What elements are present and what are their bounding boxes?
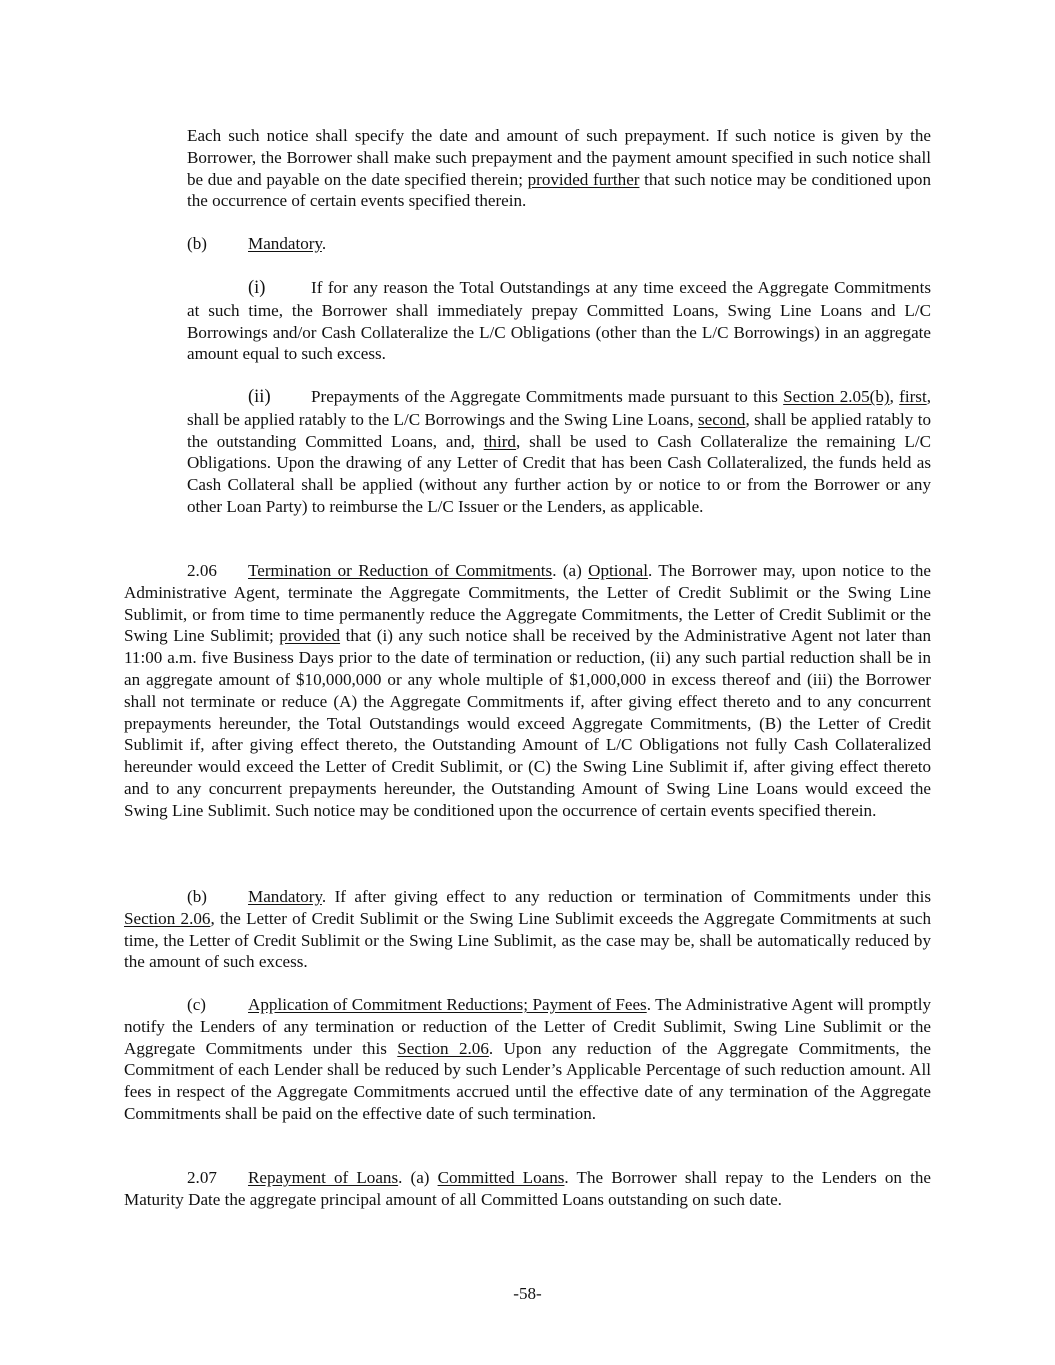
heading-committed-loans: Committed Loans <box>437 1168 565 1187</box>
paragraph-b-ii: (ii) Prepayments of the Aggregate Commitments made pursuant to this Section 2.05(b), first, shall be applied ratably to the L/C Borrowings and the Swing Line Loans, second, shall be applied ratably to the outstanding Committed Loans, and, third, shall be used to Cash Collateralize the remaining L/C Obligations. Upon the drawing of any Letter of Credit that has been Cash Collateralized, the funds held as Cash Collateral shall be applied (without any further action by or notice to or from the Borrower or any other Loan Party) to reimburse the L/C Issuer or the Lenders, as applicable. <box>187 387 931 516</box>
section-2-07: 2.07 Repayment of Loans. (a) Committed Loans. The Borrower shall repay to the Lenders on the Maturity Date the aggregate principal amount of all Committed Loans outstanding on such date. <box>124 1168 931 1209</box>
section-2-06: 2.06 Termination or Reduction of Commitments. (a) Optional. The Borrower may, upon notice to the Administrative Agent, terminate the Aggregate Commitments, the Letter of Credit Sublimit or the Swing Line Sublimit, or from time to time permanently reduce the Aggregate Commitments, the Letter of Credit Sublimit or the Swing Line Sublimit; provided that (i) any such notice shall be received by the Administrative Agent not later than 11:00 a.m. five Business Days prior to the date of termination or reduction, (ii) any such partial reduction shall be in an aggregate amount of $10,000,000 or any whole multiple of $1,000,000 in excess thereof and (iii) the Borrower shall not terminate or reduce (A) the Aggregate Commitments if, after giving effect thereto and to any concurrent prepayments hereunder, the Total Outstandings would exceed Aggregate Commitments, (B) the Letter of Credit Sublimit if, after giving effect thereto, the Outstanding Amount of L/C Obligations not fully Cash Collateralized hereunder would exceed the Letter of Credit Sublimit, or (C) the Swing Line Sublimit if, after giving effect thereto and to any concurrent prepayments hereunder, the Outstanding Amount of Swing Line Loans would exceed the Swing Line Sublimit. Such notice may be conditioned upon the occurrence of certain events specified therein. <box>124 561 932 820</box>
section-title-2-07: Repayment of Loans <box>248 1168 399 1187</box>
term-provided: provided <box>279 626 341 646</box>
page-number: -58- <box>513 1284 542 1303</box>
term-first: first <box>899 387 927 406</box>
heading-b-mandatory: (b) Mandatory. <box>187 234 327 253</box>
term-second: second <box>697 409 746 429</box>
section-number-2-07: 2.07 <box>187 1168 217 1187</box>
heading-application-of-commitment-reductions: Application of Commitment Reductions; Payment of Fees <box>248 995 647 1014</box>
heading-optional: Optional <box>588 561 648 580</box>
paragraph-2-06-b: (b) Mandatory. If after giving effect to any reduction or termination of Commitments under this Section 2.06, the Letter of Credit Sublimit or the Swing Line Sublimit exceeds the Aggregate Commitments at such time, the Letter of Credit Sublimit or the Swing Line Sublimit, as the case may be, shall be automatically reduced by the amount of such excess. <box>124 887 931 972</box>
heading-mandatory: Mandatory <box>248 234 322 253</box>
heading-mandatory-2: Mandatory <box>248 887 322 906</box>
paragraph-2-06-c: (c) Application of Commitment Reductions; Payment of Fees. The Administrative Agent will promptly notify the Lenders of any termination or reduction of the Letter of Credit Sublimit, Swing Line Sublimit or the Aggregate Commitments under this Section 2.06. Upon any reduction of the Aggregate Commitments, the Commitment of each Lender shall be reduced by such Lender’s Applicable Percentage of such reduction amount. All fees in respect of the Aggregate Commitments accrued until the effective date of any termination of the Aggregate Commitments shall be paid on the effective date of such termination. <box>124 995 932 1123</box>
section-number-2-06: 2.06 <box>187 561 217 580</box>
paragraph-prepayment-notice: Each such notice shall specify the date and amount of such prepayment. If such notice is given by the Borrower, the Borrower shall make such prepayment and the payment amount specified in such notice shall be due and payable on the date specified therein; provided further that such notice may be conditioned upon the occurrence of certain events specified therein. <box>187 126 931 211</box>
term-provided-further: provided further <box>527 169 640 189</box>
ref-section-2-05b: Section 2.05(b) <box>783 387 890 406</box>
ref-section-2-06-c: Section 2.06 <box>397 1038 489 1058</box>
paragraph-b-i: (i) If for any reason the Total Outstandings at any time exceed the Aggregate Commitments at such time, the Borrower shall immediately prepay Committed Loans, Swing Line Loans and L/C Borrowings and/or Cash Collateralize the L/C Obligations (other than the L/C Borrowings) in an aggregate amount equal to such excess. <box>187 278 931 364</box>
ref-section-2-06: Section 2.06 <box>124 908 211 928</box>
term-third: third <box>483 431 516 451</box>
section-title-2-06: Termination or Reduction of Commitments <box>248 561 553 580</box>
